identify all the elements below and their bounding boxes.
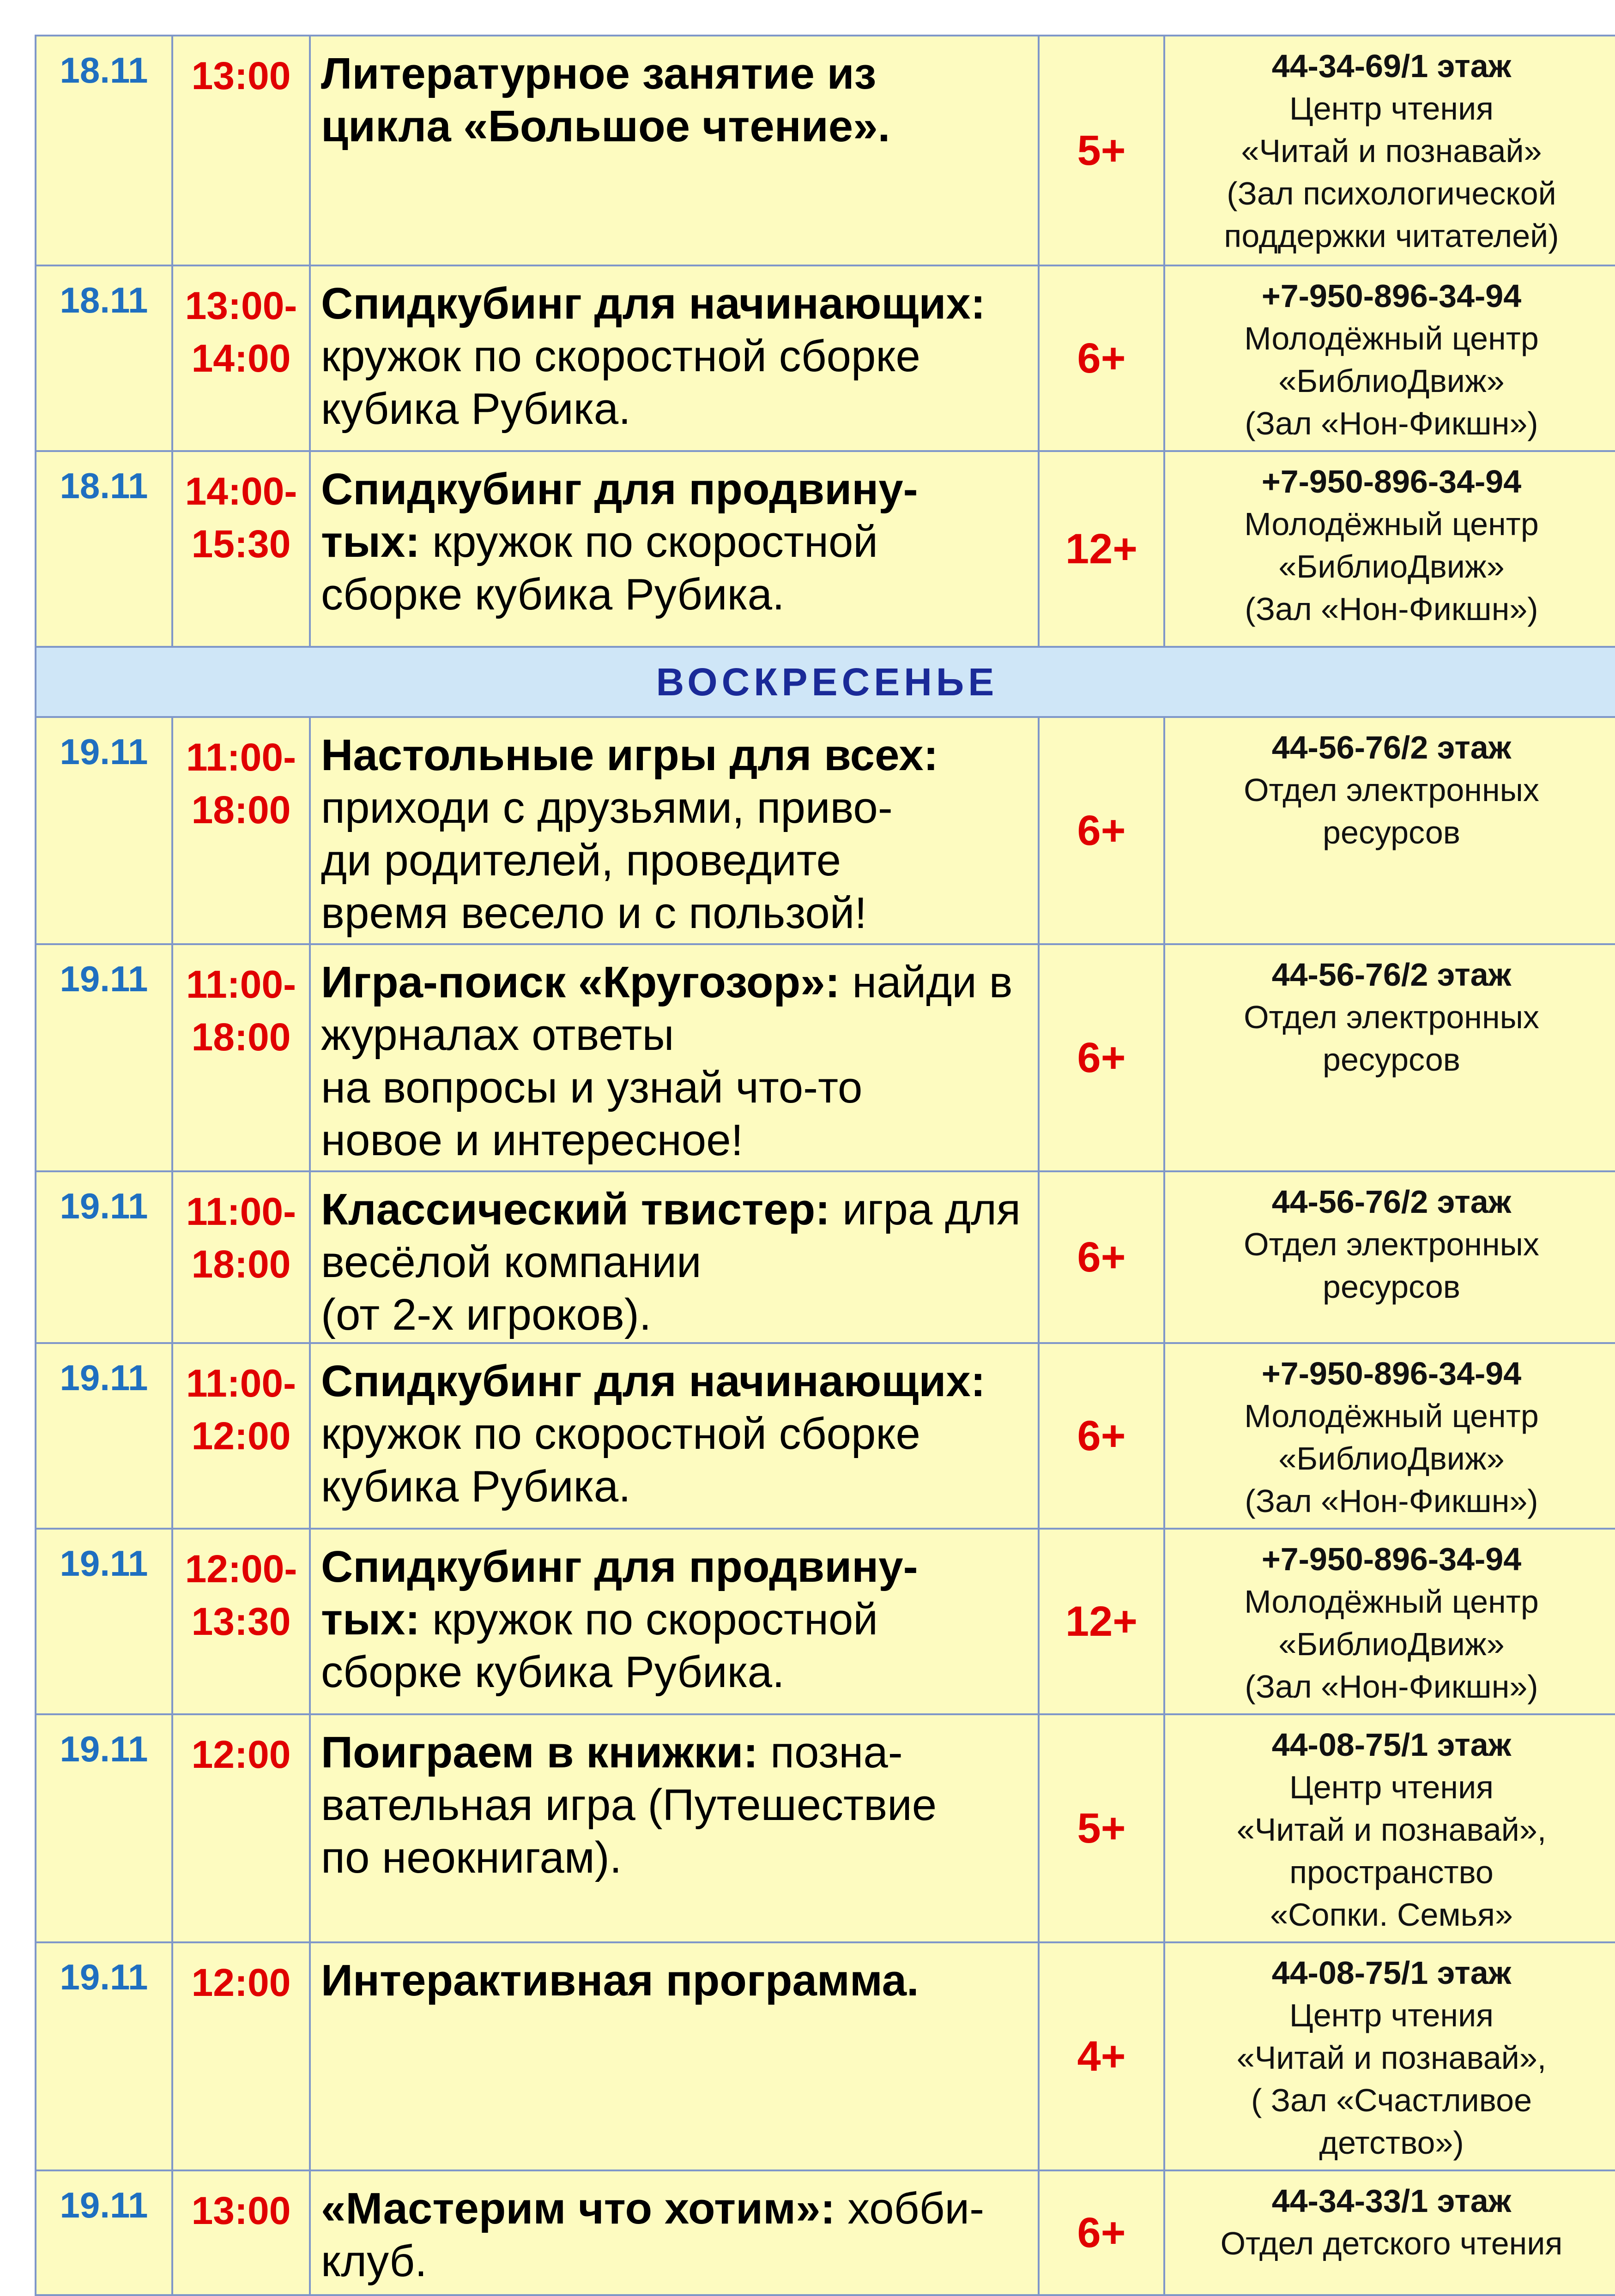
event-date: 18.11 <box>36 36 172 265</box>
age-rating: 6+ <box>1039 717 1164 944</box>
event-location <box>1164 1343 1615 1529</box>
location-line: (Зал «Нон-Фикшн») <box>1245 591 1538 627</box>
event-time-line: 13:00- <box>185 284 297 327</box>
event-time <box>172 265 310 451</box>
age-rating: 6+ <box>1039 1171 1164 1343</box>
event-title-rest: кружок по скоростной <box>432 517 878 566</box>
event-title-bold: тых: <box>321 1595 420 1644</box>
event-title-rest: ди родителей, проведите <box>321 836 841 885</box>
location-line: Отдел электронных <box>1244 1226 1539 1262</box>
event-title-rest: на вопросы и узнай что-то <box>321 1063 863 1112</box>
event-title-rest: кружок по скоростной сборке <box>321 1409 920 1458</box>
event-date: 19.11 <box>36 1343 172 1529</box>
event-title <box>310 1171 1039 1343</box>
event-title <box>310 265 1039 451</box>
event-time-line: 14:00 <box>191 337 291 380</box>
event-row <box>36 451 1615 647</box>
event-location <box>1164 2170 1615 2295</box>
event-title-bold: цикла «Большое чтение». <box>321 102 890 151</box>
event-date: 18.11 <box>36 265 172 451</box>
event-time-line: 11:00- <box>186 1362 296 1405</box>
contact-phone: +7-950-896-34-94 <box>1261 278 1522 314</box>
event-date: 19.11 <box>36 2170 172 2295</box>
event-time-line: 11:00- <box>186 735 296 779</box>
location-line: Молодёжный центр <box>1244 506 1539 542</box>
event-date: 19.11 <box>36 717 172 944</box>
event-title-bold: Классический твистер: <box>321 1185 830 1234</box>
event-time <box>172 36 310 265</box>
event-location <box>1164 1171 1615 1343</box>
event-location <box>1164 36 1615 265</box>
event-row <box>36 2170 1615 2295</box>
location-line: ( Зал «Счастливое <box>1251 2082 1532 2118</box>
location-line: «Читай и познавай», <box>1236 2040 1547 2076</box>
event-title-rest: время весело и с пользой! <box>321 888 867 938</box>
location-line: (Зал «Нон-Фикшн») <box>1245 1483 1538 1519</box>
age-rating: 12+ <box>1039 1529 1164 1714</box>
event-title-rest: кубика Рубика. <box>321 1462 631 1511</box>
event-time-line: 18:00 <box>191 788 291 832</box>
age-rating: 12+ <box>1039 451 1164 647</box>
day-header-row <box>36 647 1615 717</box>
event-title <box>310 2170 1039 2295</box>
event-date: 19.11 <box>36 1714 172 1942</box>
event-time-line: 12:00- <box>185 1547 297 1591</box>
event-location <box>1164 1942 1615 2170</box>
location-line: Центр чтения <box>1289 1769 1494 1805</box>
location-line: поддержки читателей) <box>1224 218 1559 254</box>
event-date: 19.11 <box>36 944 172 1171</box>
event-time-line: 13:00 <box>191 54 291 97</box>
event-title-rest: хобби-клуб. <box>321 2184 985 2286</box>
event-date: 19.11 <box>36 1942 172 2170</box>
event-title-rest: позна- <box>770 1728 903 1777</box>
contact-phone: 44-56-76/2 этаж <box>1271 729 1512 765</box>
event-location <box>1164 451 1615 647</box>
event-time-line: 12:00 <box>191 1733 291 1776</box>
contact-phone: +7-950-896-34-94 <box>1261 1541 1522 1577</box>
location-line: «БиблиоДвиж» <box>1278 363 1505 399</box>
event-title-bold: Настольные игры для всех: <box>321 730 938 780</box>
event-time-line: 18:00 <box>191 1242 291 1286</box>
event-title-rest: по неокнигам). <box>321 1833 622 1882</box>
contact-phone: +7-950-896-34-94 <box>1261 464 1522 500</box>
event-title-bold: Спидкубинг для продвину- <box>321 464 918 514</box>
event-title <box>310 1942 1039 2170</box>
event-time <box>172 2170 310 2295</box>
schedule-table <box>35 35 1615 2296</box>
event-row <box>36 265 1615 451</box>
event-time-line: 13:00 <box>191 2189 291 2232</box>
event-time <box>172 451 310 647</box>
event-time <box>172 1171 310 1343</box>
event-title <box>310 1343 1039 1529</box>
event-title-bold: Интерактивная программа. <box>321 1956 919 2005</box>
event-row <box>36 36 1615 265</box>
location-line: Молодёжный центр <box>1244 1584 1539 1620</box>
location-line: ресурсов <box>1323 814 1460 850</box>
event-row <box>36 1171 1615 1343</box>
event-time-line: 18:00 <box>191 1015 291 1059</box>
events-saturday <box>36 36 1615 647</box>
age-rating: 6+ <box>1039 944 1164 1171</box>
event-row <box>36 1942 1615 2170</box>
location-line: «БиблиоДвиж» <box>1278 548 1505 585</box>
event-title-rest: кубика Рубика. <box>321 384 631 434</box>
event-title-rest: сборке кубика Рубика. <box>321 570 785 619</box>
event-time <box>172 1714 310 1942</box>
event-title <box>310 36 1039 265</box>
age-rating: 5+ <box>1039 1714 1164 1942</box>
event-row <box>36 717 1615 944</box>
event-title-bold: Игра-поиск «Кругозор»: <box>321 958 840 1007</box>
location-line: «Читай и познавай», <box>1236 1812 1547 1848</box>
event-time-line: 14:00- <box>185 470 297 513</box>
location-line: пространство <box>1289 1854 1494 1890</box>
location-line: детство») <box>1319 2125 1464 2161</box>
event-title-rest: новое и интересное! <box>321 1115 744 1165</box>
event-title-rest: приходи с друзьями, приво- <box>321 783 893 832</box>
event-time <box>172 1529 310 1714</box>
age-rating: 4+ <box>1039 1942 1164 2170</box>
event-title-bold: Литературное занятие из <box>321 49 877 98</box>
event-time-line: 11:00- <box>186 963 296 1006</box>
event-time <box>172 944 310 1171</box>
contact-phone: 44-34-69/1 этаж <box>1271 48 1512 84</box>
event-location <box>1164 265 1615 451</box>
event-title-rest: найди в журналах ответы <box>321 958 1013 1060</box>
location-line: Отдел детского чтения <box>1220 2225 1563 2261</box>
event-time-line: 15:30 <box>191 522 291 566</box>
event-row <box>36 1529 1615 1714</box>
event-date: 18.11 <box>36 451 172 647</box>
event-time <box>172 1343 310 1529</box>
day-header: ВОСКРЕСЕНЬЕ <box>36 647 1615 717</box>
location-line: Центр чтения <box>1289 90 1494 127</box>
event-title-bold: Спидкубинг для начинающих: <box>321 1356 986 1406</box>
location-line: Центр чтения <box>1289 1997 1494 2033</box>
location-line: Молодёжный центр <box>1244 320 1539 356</box>
location-line: Отдел электронных <box>1244 772 1539 808</box>
day-header-group <box>36 647 1615 717</box>
event-title-bold: Поиграем в книжки: <box>321 1728 758 1777</box>
event-row <box>36 1714 1615 1942</box>
event-row <box>36 944 1615 1171</box>
event-title-bold: «Мастерим что хотим»: <box>321 2184 835 2233</box>
contact-phone: 44-34-33/1 этаж <box>1271 2183 1512 2219</box>
age-rating: 6+ <box>1039 265 1164 451</box>
event-time-line: 12:00 <box>191 1961 291 2004</box>
event-title <box>310 451 1039 647</box>
location-line: (Зал «Нон-Фикшн») <box>1245 1669 1538 1705</box>
event-title-rest: вательная игра (Путешествие <box>321 1780 937 1830</box>
event-location <box>1164 1714 1615 1942</box>
event-title <box>310 717 1039 944</box>
event-title <box>310 1714 1039 1942</box>
location-line: ресурсов <box>1323 1269 1460 1305</box>
contact-phone: 44-08-75/1 этаж <box>1271 1727 1512 1763</box>
events-sunday <box>36 717 1615 2295</box>
age-rating: 5+ <box>1039 36 1164 265</box>
location-line: ресурсов <box>1323 1042 1460 1078</box>
contact-phone: 44-56-76/2 этаж <box>1271 957 1512 993</box>
event-time-line: 13:30 <box>191 1600 291 1643</box>
event-location <box>1164 717 1615 944</box>
event-title-bold: тых: <box>321 517 420 566</box>
event-time-line: 12:00 <box>191 1414 291 1458</box>
event-location <box>1164 1529 1615 1714</box>
event-location <box>1164 944 1615 1171</box>
event-title-rest: кружок по скоростной сборке <box>321 331 920 381</box>
event-title-rest: игра для весёлой компании <box>321 1185 1021 1287</box>
event-date: 19.11 <box>36 1529 172 1714</box>
event-row <box>36 1343 1615 1529</box>
location-line: (Зал «Нон-Фикшн») <box>1245 405 1538 441</box>
age-rating: 6+ <box>1039 1343 1164 1529</box>
contact-phone: 44-08-75/1 этаж <box>1271 1955 1512 1991</box>
event-time-line: 11:00- <box>186 1190 296 1233</box>
event-title <box>310 1529 1039 1714</box>
location-line: «Сопки. Семья» <box>1270 1897 1513 1933</box>
event-time <box>172 717 310 944</box>
event-title-rest: сборке кубика Рубика. <box>321 1647 785 1697</box>
contact-phone: 44-56-76/2 этаж <box>1271 1184 1512 1220</box>
event-title-bold: Спидкубинг для продвину- <box>321 1542 918 1591</box>
location-line: Отдел электронных <box>1244 999 1539 1035</box>
location-line: «БиблиоДвиж» <box>1278 1626 1505 1662</box>
event-date: 19.11 <box>36 1171 172 1343</box>
event-title-rest: (от 2-х игроков). <box>321 1290 652 1339</box>
event-title-rest: кружок по скоростной <box>432 1595 878 1644</box>
location-line: «БиблиоДвиж» <box>1278 1440 1505 1476</box>
event-title-bold: Спидкубинг для начинающих: <box>321 279 986 328</box>
location-line: «Читай и познавай» <box>1241 133 1542 169</box>
contact-phone: +7-950-896-34-94 <box>1261 1356 1522 1392</box>
age-rating: 6+ <box>1039 2170 1164 2295</box>
event-time <box>172 1942 310 2170</box>
location-line: Молодёжный центр <box>1244 1398 1539 1434</box>
location-line: (Зал психологической <box>1227 175 1556 211</box>
event-title <box>310 944 1039 1171</box>
